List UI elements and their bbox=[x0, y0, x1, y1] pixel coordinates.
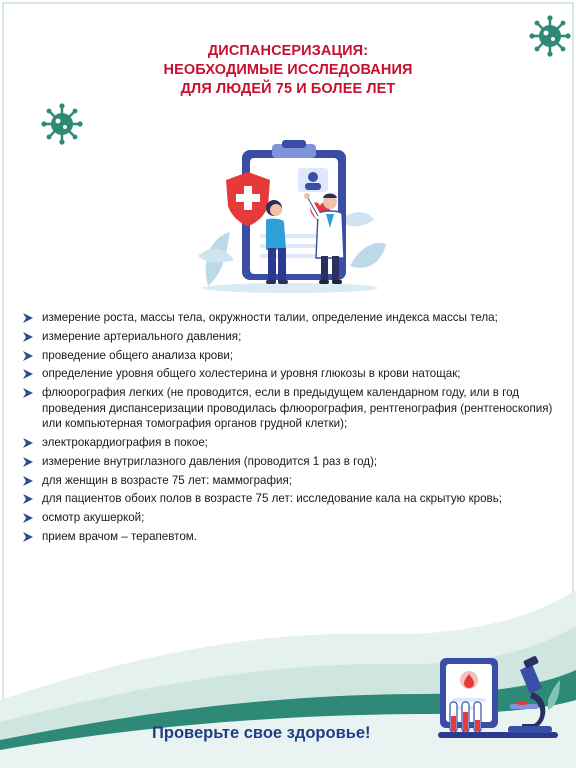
list-item: измерение артериального давления; bbox=[22, 329, 564, 345]
list-item: флюорография легких (не проводится, если в предыдущем календарном году, или в год проведения диспансеризации проводилась флюорография, рентгенография (рентгеноскопия) или компьютерная томография органов грудной клетки); bbox=[22, 385, 564, 432]
list-item: осмотр акушеркой; bbox=[22, 510, 564, 526]
arrow-bullet-icon bbox=[22, 493, 34, 505]
title-line-3: ДЛЯ ЛЮДЕЙ 75 И БОЛЕЕ ЛЕТ bbox=[180, 81, 396, 97]
arrow-bullet-icon bbox=[22, 350, 34, 362]
arrow-bullet-icon bbox=[22, 331, 34, 343]
list-item: измерение внутриглазного давления (проводится 1 раз в год); bbox=[22, 454, 564, 470]
arrow-bullet-icon bbox=[22, 475, 34, 487]
list-item: прием врачом – терапевтом. bbox=[22, 529, 564, 545]
list-item: измерение роста, массы тела, окружности талии, определение индекса массы тела; bbox=[22, 310, 564, 326]
arrow-bullet-icon bbox=[22, 456, 34, 468]
examinations-list bbox=[22, 310, 564, 548]
slogan-text: Проверьте свое здоровье! bbox=[152, 724, 371, 742]
title-line-1: ДИСПАНСЕРИЗАЦИЯ: bbox=[207, 43, 369, 59]
page-title bbox=[0, 42, 576, 99]
arrow-bullet-icon bbox=[22, 387, 34, 399]
arrow-bullet-icon bbox=[22, 437, 34, 449]
title-line-2: НЕОБХОДИМЫЕ ИССЛЕДОВАНИЯ bbox=[163, 62, 413, 78]
microscope-lab-illustration bbox=[436, 640, 560, 750]
arrow-bullet-icon bbox=[22, 312, 34, 324]
list-item: для пациентов обоих полов в возрасте 75 лет: исследование кала на скрытую кровь; bbox=[22, 491, 564, 507]
doctor-clipboard-illustration bbox=[190, 136, 390, 296]
list-item: проведение общего анализа крови; bbox=[22, 348, 564, 364]
arrow-bullet-icon bbox=[22, 512, 34, 524]
arrow-bullet-icon bbox=[22, 368, 34, 380]
list-item: определение уровня общего холестерина и уровня глюкозы в крови натощак; bbox=[22, 366, 564, 382]
list-item: электрокардиография в покое; bbox=[22, 435, 564, 451]
list-item: для женщин в возрасте 75 лет: маммография; bbox=[22, 473, 564, 489]
virus-icon bbox=[40, 102, 84, 146]
arrow-bullet-icon bbox=[22, 531, 34, 543]
